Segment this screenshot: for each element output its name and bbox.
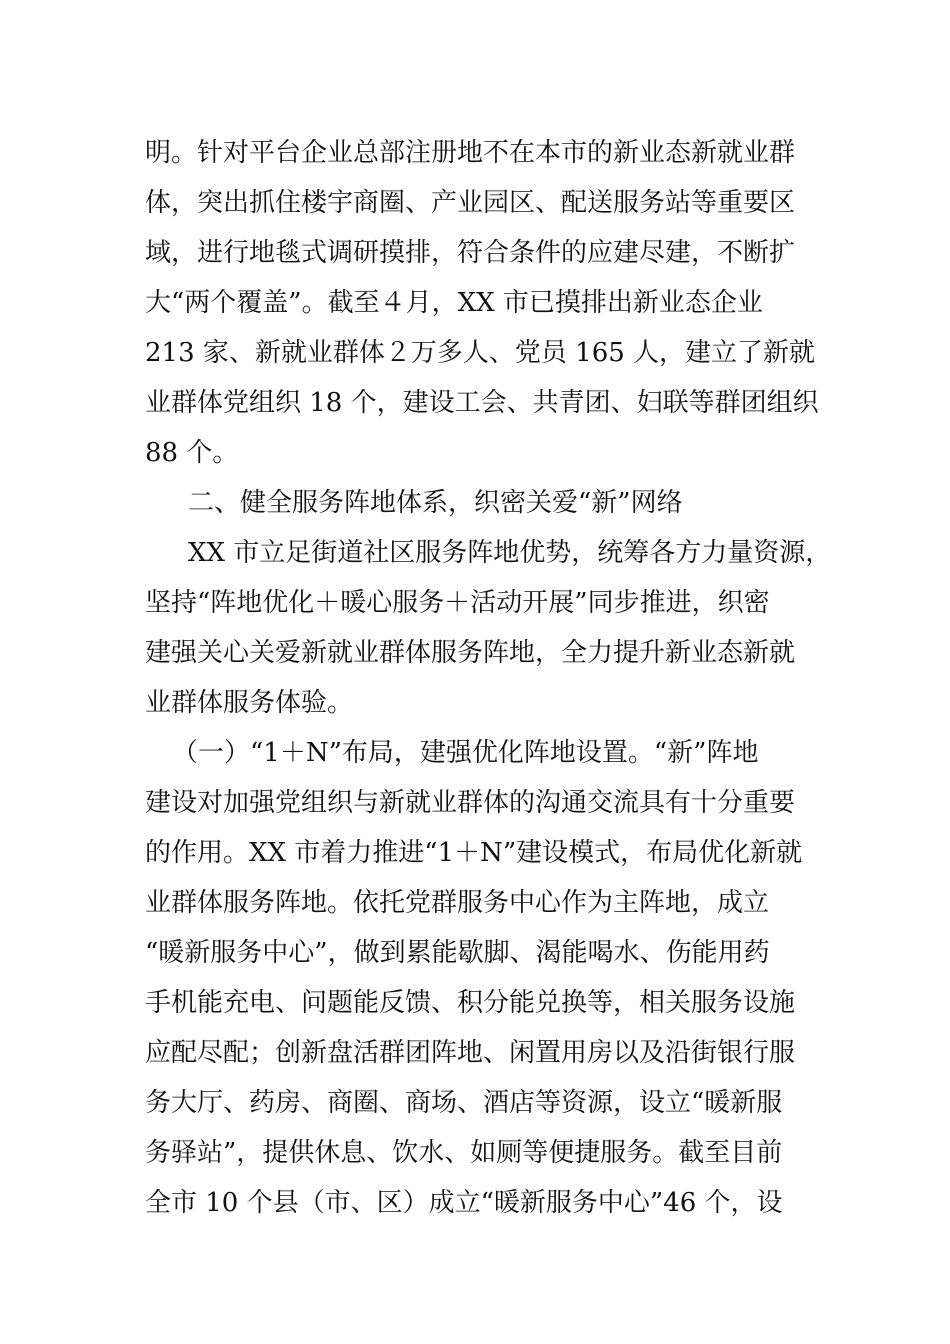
text-line-4: 大“两个覆盖”。截至４月，XX 市已摸排出新业态企业 — [145, 288, 763, 318]
text-line-14: 建设对加强党组织与新就业群体的沟通交流具有十分重要 — [145, 788, 796, 818]
subsection-line: （一）“1＋N”布局，建强优化阵地设置。“新”阵地 — [172, 738, 759, 768]
text-line-12: 业群体服务体验。 — [145, 688, 354, 718]
text-line-10: 坚持“阵地优化＋暖心服务＋活动开展”同步推进，织密 — [145, 588, 770, 618]
text-line-3: 域，进行地毯式调研摸排，符合条件的应建尽建，不断扩 — [145, 238, 796, 268]
text-line-6: 业群体党组织 18 个，建设工会、共青团、妇联等群团组织 — [145, 388, 819, 418]
text-line-16: 业群体服务阵地。依托党群服务中心作为主阵地，成立 — [145, 888, 770, 918]
text-line-18: 手机能充电、问题能反馈、积分能兑换等，相关服务设施 — [145, 988, 796, 1018]
text-line-1: 明。针对平台企业总部注册地不在本市的新业态新就业群 — [145, 138, 796, 168]
text-line-2: 体，突出抓住楼宇商圈、产业园区、配送服务站等重要区 — [145, 188, 796, 218]
text-line-17: “暖新服务中心”，做到累能歇脚、渴能喝水、伤能用药 — [145, 938, 770, 968]
text-line-20: 务大厅、药房、商圈、商场、酒店等资源，设立“暖新服 — [145, 1088, 783, 1118]
text-line-7: 88 个。 — [145, 438, 239, 468]
section-heading: 二、健全服务阵地体系，织密关爱“新”网络 — [188, 488, 683, 518]
text-line-5: 213 家、新就业群体２万多人、党员 165 人，建立了新就 — [145, 338, 816, 368]
text-line-19: 应配尽配；创新盘活群团阵地、闲置用房以及沿街银行服 — [145, 1038, 796, 1068]
text-line-9: XX 市立足街道社区服务阵地优势，统筹各方力量资源， — [188, 538, 832, 568]
text-line-15: 的作用。XX 市着力推进“1＋N”建设模式，布局优化新就 — [145, 838, 803, 868]
text-line-11: 建强关心关爱新就业群体服务阵地，全力提升新业态新就 — [145, 638, 796, 668]
text-line-22: 全市 10 个县（市、区）成立“暖新服务中心”46 个，设 — [145, 1188, 783, 1218]
text-line-21: 务驿站”，提供休息、饮水、如厕等便捷服务。截至目前 — [145, 1138, 783, 1168]
